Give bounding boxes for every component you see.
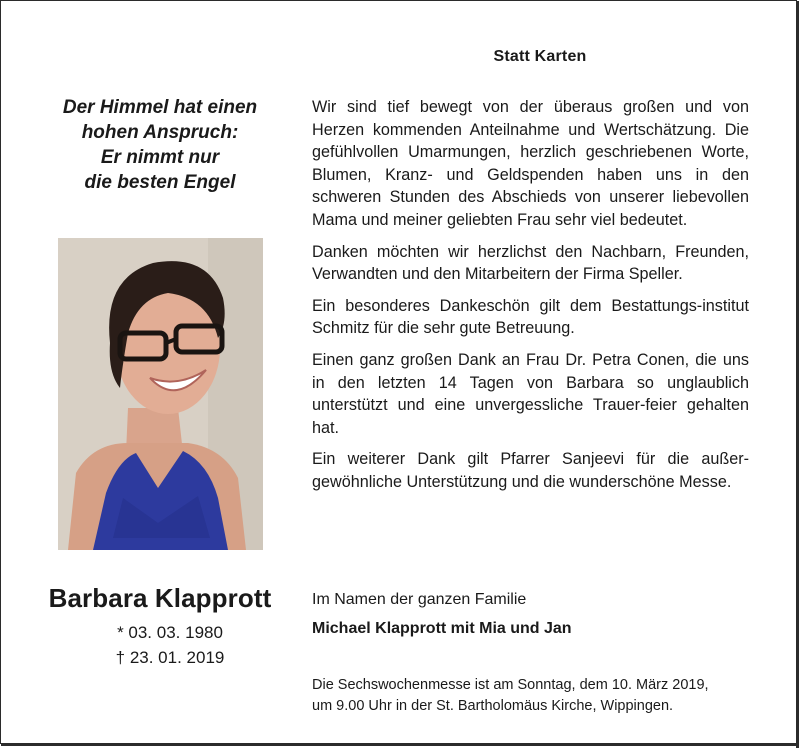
motto-line: Der Himmel hat einen bbox=[62, 97, 258, 118]
motto bbox=[40, 95, 280, 195]
motto-line: die besten Engel bbox=[84, 172, 236, 193]
thank-you-text bbox=[312, 96, 749, 503]
paragraph: Ein weiterer Dank gilt Pfarrer Sanjeevi für die außer-gewöhnliche Unterstützung und die wunderschöne Messe. bbox=[312, 450, 749, 491]
notice-line: Die Sechswochenmesse ist am Sonntag, dem 10. März 2019, bbox=[312, 677, 709, 693]
death-date: † 23. 01. 2019 bbox=[115, 648, 225, 667]
family-names: Michael Klapprott mit Mia und Jan bbox=[312, 620, 572, 637]
mass-notice bbox=[312, 675, 752, 717]
portrait-illustration bbox=[58, 238, 263, 550]
paragraph: Danken möchten wir herzlichst den Nachbarn, Freunden, Verwandten und den Mitarbeitern der Firma Speller. bbox=[312, 242, 749, 284]
heading: Statt Karten bbox=[493, 48, 587, 65]
portrait-photo bbox=[58, 238, 263, 550]
deceased-name: Barbara Klapprott bbox=[48, 583, 272, 613]
paragraph: Einen ganz großen Dank an Frau Dr. Petra Conen, die uns in den letzten 14 Tagen von Barbara so unglaublich unterstützt und eine unvergessliche Trauer-feier gehalten hat. bbox=[312, 350, 749, 437]
motto-line: Er nimmt nur bbox=[100, 147, 220, 168]
birth-date: * 03. 03. 1980 bbox=[117, 623, 223, 642]
family-intro: Im Namen der ganzen Familie bbox=[312, 591, 527, 608]
motto-line: hohen Anspruch: bbox=[81, 122, 239, 143]
notice-line: um 9.00 Uhr in der St. Bartholomäus Kirche, Wippingen. bbox=[312, 698, 674, 714]
paragraph: Wir sind tief bewegt von der überaus großen und von Herzen kommenden Anteilnahme und Wertschätzung. Die gefühlvollen Umarmungen, herzlich geschriebenen Worte, Blumen, Kranz- und Geldspenden haben uns in den schweren Stunden des Abschieds von unserer liebevollen Mama und meiner geliebten Frau sehr viel bedeutet. bbox=[312, 98, 749, 229]
paragraph: Ein besonderes Dankeschön gilt dem Bestattungs-institut Schmitz für die sehr gute Betreuung. bbox=[312, 296, 749, 338]
life-dates bbox=[100, 620, 240, 670]
